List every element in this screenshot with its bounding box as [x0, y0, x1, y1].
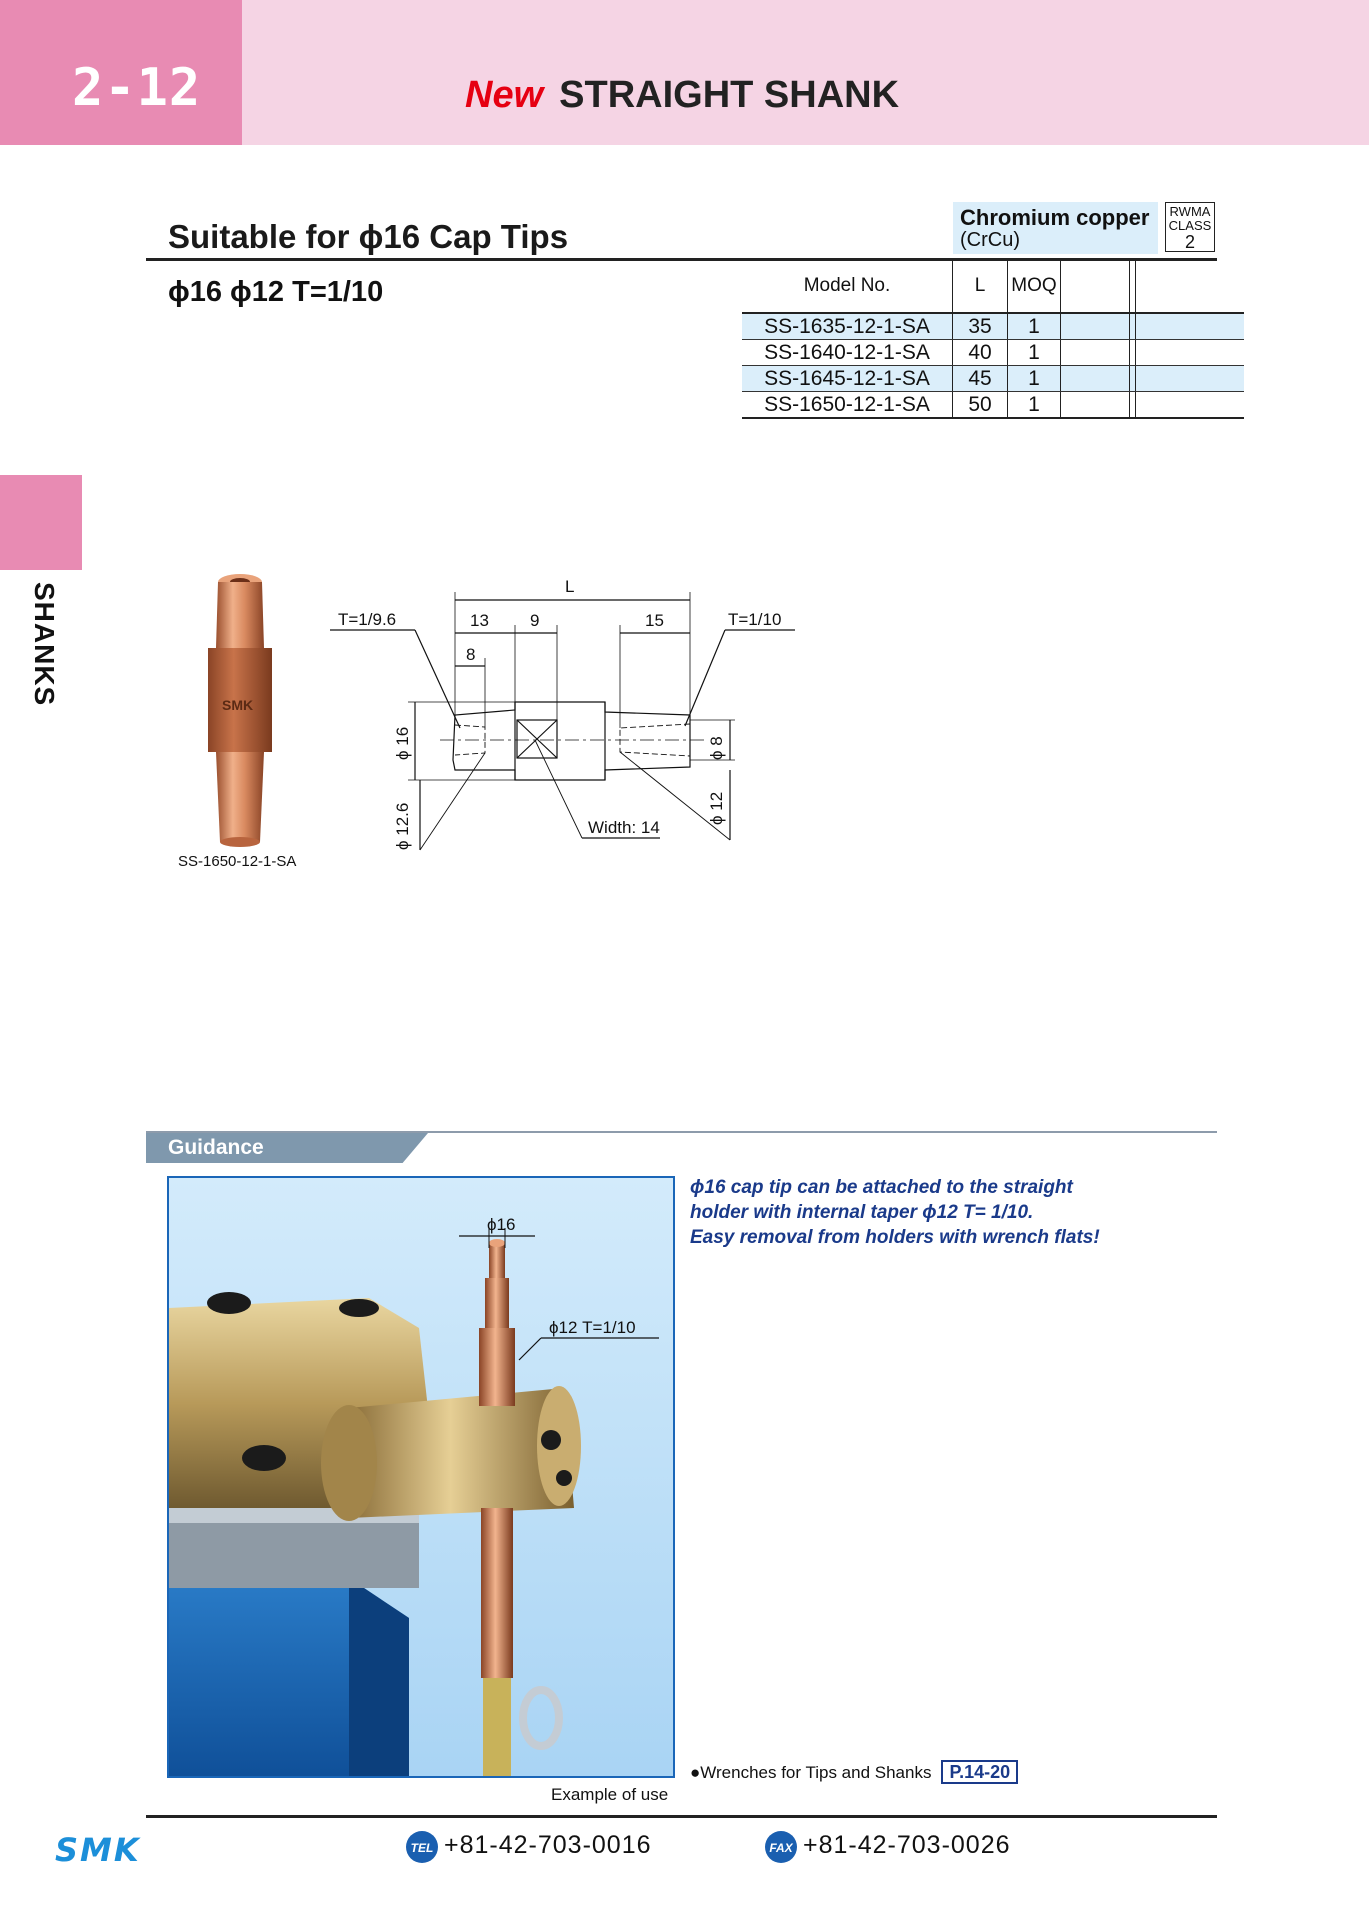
title-main: STRAIGHT SHANK — [559, 74, 900, 116]
cell-model: SS-1635-12-1-SA — [742, 313, 953, 340]
page-number: 2-12 — [72, 58, 202, 118]
table-row — [742, 340, 1244, 366]
cell-moq: 1 — [1008, 366, 1061, 392]
guidance-text-line: Easy removal from holders with wrench flats! — [690, 1227, 1100, 1248]
dim-15-label: 15 — [645, 611, 664, 630]
width-leader — [535, 740, 582, 838]
phi8-label: ϕ 8 — [707, 736, 726, 760]
product-logo-mark: SMK — [222, 697, 254, 713]
photo-phi16-label: ϕ16 — [487, 1215, 516, 1234]
tel-number[interactable]: +81-42-703-0016 — [444, 1831, 652, 1859]
side-tab-marker — [0, 475, 82, 570]
photo-phi12-label: ϕ12 T=1/10 — [549, 1318, 636, 1337]
technical-drawing — [320, 570, 810, 860]
footer-divider — [146, 1815, 1217, 1818]
cell-blank — [1061, 340, 1130, 366]
cell-moq: 1 — [1008, 392, 1061, 419]
photo-caption: Example of use — [551, 1785, 669, 1804]
side-tab-label: SHANKS — [29, 582, 60, 707]
wrench-reference-text: ●Wrenches for Tips and Shanks — [690, 1763, 932, 1782]
phi12-label: ϕ 12 — [707, 791, 726, 825]
title-new-tag: New — [465, 74, 544, 116]
shank-outline — [453, 702, 690, 780]
cell-blank — [1136, 340, 1245, 366]
company-logo-text: SMK — [55, 1833, 141, 1865]
guidance-text — [690, 1175, 1210, 1250]
guidance-text-line: holder with internal taper ϕ12 T= 1/10. — [690, 1202, 1034, 1223]
cell-blank — [1061, 313, 1130, 340]
material-code: (CrCu) — [960, 229, 1020, 251]
phi126-leader — [420, 753, 485, 850]
table-row — [742, 366, 1244, 392]
cell-model: SS-1640-12-1-SA — [742, 340, 953, 366]
usage-photo-illustration — [169, 1178, 675, 1778]
guidance-divider — [146, 1131, 1217, 1133]
cell-l: 45 — [953, 366, 1008, 392]
taper-left-arrow — [415, 630, 460, 728]
product-image — [190, 570, 290, 850]
width-label: Width: 14 — [588, 818, 660, 837]
col-l-header: L — [953, 260, 1008, 313]
col-blank-1 — [1061, 260, 1130, 313]
cell-blank — [1136, 392, 1245, 419]
table-header-row — [742, 260, 1244, 313]
dim-8-label: 8 — [466, 645, 476, 664]
section-title: Suitable for ϕ16 Cap Tips — [168, 218, 569, 255]
col-model-header: Model No. — [742, 260, 953, 313]
cell-blank — [1136, 313, 1245, 340]
material-name: Chromium copper — [960, 205, 1150, 230]
phi126-label: ϕ 12.6 — [393, 802, 412, 850]
col-moq-header: MOQ — [1008, 260, 1061, 313]
photo-phi12-leader — [519, 1338, 541, 1360]
wrench-reference — [690, 1760, 1018, 1784]
rwma-class-badge — [1165, 202, 1215, 252]
dim-13-label: 13 — [470, 611, 489, 630]
rwma-label: RWMA — [1169, 204, 1211, 219]
col-blank-3 — [1136, 260, 1245, 313]
fax-icon-label: FAX — [769, 1841, 793, 1855]
cell-blank — [1136, 366, 1245, 392]
right-bore — [620, 724, 690, 756]
taper-right-arrow — [685, 630, 725, 726]
tel-icon — [405, 1830, 439, 1864]
cell-model: SS-1650-12-1-SA — [742, 392, 953, 419]
table-row — [742, 313, 1244, 340]
fax-icon — [764, 1830, 798, 1864]
cell-l: 50 — [953, 392, 1008, 419]
cell-blank — [1061, 392, 1130, 419]
model-table — [742, 260, 1244, 419]
guidance-text-line: ϕ16 cap tip can be attached to the straight — [690, 1177, 1073, 1198]
taper-right-label: T=1/10 — [728, 610, 782, 629]
wrench-page-link[interactable]: P.14-20 — [941, 1760, 1018, 1784]
cell-moq: 1 — [1008, 340, 1061, 366]
cell-moq: 1 — [1008, 313, 1061, 340]
rwma-class-label: CLASS — [1168, 218, 1212, 233]
company-logo — [55, 1833, 165, 1865]
cell-blank — [1061, 366, 1130, 392]
dim-9-label: 9 — [530, 611, 540, 630]
page-title — [465, 74, 899, 117]
phi16-label: ϕ 16 — [393, 726, 412, 760]
rwma-class-value: 2 — [1184, 232, 1195, 252]
spec-line: ϕ16 ϕ12 T=1/10 — [168, 276, 384, 308]
usage-photo — [167, 1176, 675, 1778]
product-caption: SS-1650-12-1-SA — [178, 853, 297, 870]
cell-l: 35 — [953, 313, 1008, 340]
fax-number[interactable]: +81-42-703-0026 — [803, 1831, 1011, 1859]
tel-icon-label: TEL — [410, 1841, 434, 1855]
dim-L-label: L — [565, 577, 575, 596]
taper-left-label: T=1/9.6 — [338, 610, 397, 629]
guidance-label: Guidance — [168, 1136, 264, 1159]
table-row — [742, 392, 1244, 419]
cell-model: SS-1645-12-1-SA — [742, 366, 953, 392]
cell-l: 40 — [953, 340, 1008, 366]
